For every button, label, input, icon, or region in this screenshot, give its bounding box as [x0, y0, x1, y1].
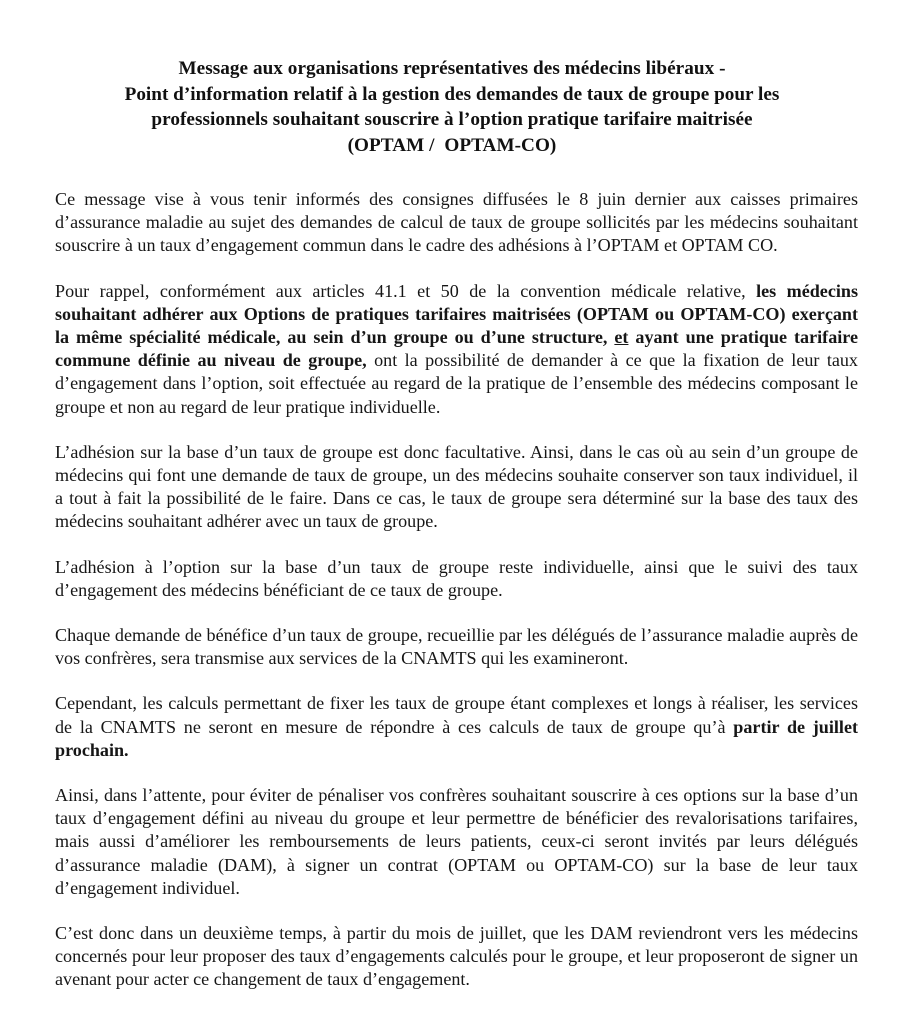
underlined-text: et	[614, 327, 629, 348]
title-line-1: Message aux organisations représentatives des médecins libéraux -	[178, 58, 726, 79]
title-optam-part-a: (OPTAM /	[347, 134, 435, 156]
bold-text: partir de juillet prochain.	[55, 716, 859, 760]
paragraph-2: Pour rappel, conformément aux articles 41.1 et 50 de la convention médicale relative, les médecins souhaitant adhérer aux Options de pratiques tarifaires maitrisées (OPTAM ou OPTAM-CO) exerçant la même spécialité médicale, au sein d’un groupe ou d’une structure, et ayant une pratique tarifaire commune définie au niveau de groupe, ont la possibilité de demander à ce que la fixation de leur taux d’engagement dans l’option, soit effectuée au regard de la pratique de l’ensemble des médecins composant le groupe et non au regard de leur pratique individuelle.	[55, 280, 858, 417]
bold-text	[614, 327, 628, 347]
paragraph-1: Ce message vise à vous tenir informés des consignes diffusées le 8 juin dernier aux caisses primaires d’assurance maladie au sujet des demandes de calcul de taux de groupe sollicités par les médecins souhaitant souscrire à un taux d’engagement commun dans le cadre des adhésions à l’OPTAM et OPTAM CO.	[55, 189, 858, 256]
bold-text: ayant une pratique tarifaire commune définie au niveau de groupe,	[55, 327, 858, 371]
paragraph-6: Cependant, les calculs permettant de fixer les taux de groupe étant complexes et longs à réaliser, les services de la CNAMTS ne seront en mesure de répondre à ces calculs de taux de groupe qu’à partir de juillet prochain.	[55, 693, 859, 760]
title-line-3: professionnels souhaitant souscrire à l’option pratique tarifaire maitrisée	[151, 109, 753, 130]
paragraph-5: Chaque demande de bénéfice d’un taux de groupe, recueillie par les délégués de l’assurance maladie auprès de vos confrères, sera transmise aux services de la CNAMTS qui les examineront.	[55, 625, 858, 669]
title-line-4	[110, 133, 794, 159]
paragraph-4: L’adhésion à l’option sur la base d’un taux de groupe reste individuelle, ainsi que le suivi des taux d’engagement des médecins bénéficiant de ce taux de groupe.	[55, 556, 858, 600]
paragraph-7: Ainsi, dans l’attente, pour éviter de pénaliser vos confrères souhaitant souscrire à ces options sur la base d’un taux d’engagement défini au niveau du groupe et leur permettre de bénéficier des revalorisations tarifaires, mais aussi d’améliorer les remboursements de leurs patients, ceux-ci seront invités par leurs délégués d’assurance maladie (DAM), à signer un contrat (OPTAM ou OPTAM-CO) sur la base de leur taux d’engagement individuel.	[55, 785, 858, 898]
bold-text: les médecins souhaitant adhérer aux Options de pratiques tarifaires maitrisées (OPTAM ou OPTAM-CO) exerçant la même spécialité médicale, au sein d’un groupe ou d’une structure,	[55, 280, 858, 348]
paragraph-8: C’est donc dans un deuxième temps, à partir du mois de juillet, que les DAM reviendront vers les médecins concernés pour leur proposer des taux d’engagements calculés pour le groupe, et leur proposeront de signer un avenant pour acter ce changement de taux d’engagement.	[55, 923, 858, 990]
page-title	[0, 0, 904, 158]
paragraph-3: L’adhésion sur la base d’un taux de groupe est donc facultative. Ainsi, dans le cas où au sein d’un groupe de médecins qui font une demande de taux de groupe, un des médecins souhaite conserver son taux individuel, il a tout à fait la possibilité de le faire. Dans ce cas, le taux de groupe sera déterminé sur la base des taux des médecins souhaitant adhérer avec un taux de groupe.	[55, 441, 858, 532]
title-optam-part-b: OPTAM-CO)	[444, 134, 557, 156]
document-body	[0, 188, 904, 992]
title-line-2: Point d’information relatif à la gestion des demandes de taux de groupe pour les	[124, 83, 780, 105]
